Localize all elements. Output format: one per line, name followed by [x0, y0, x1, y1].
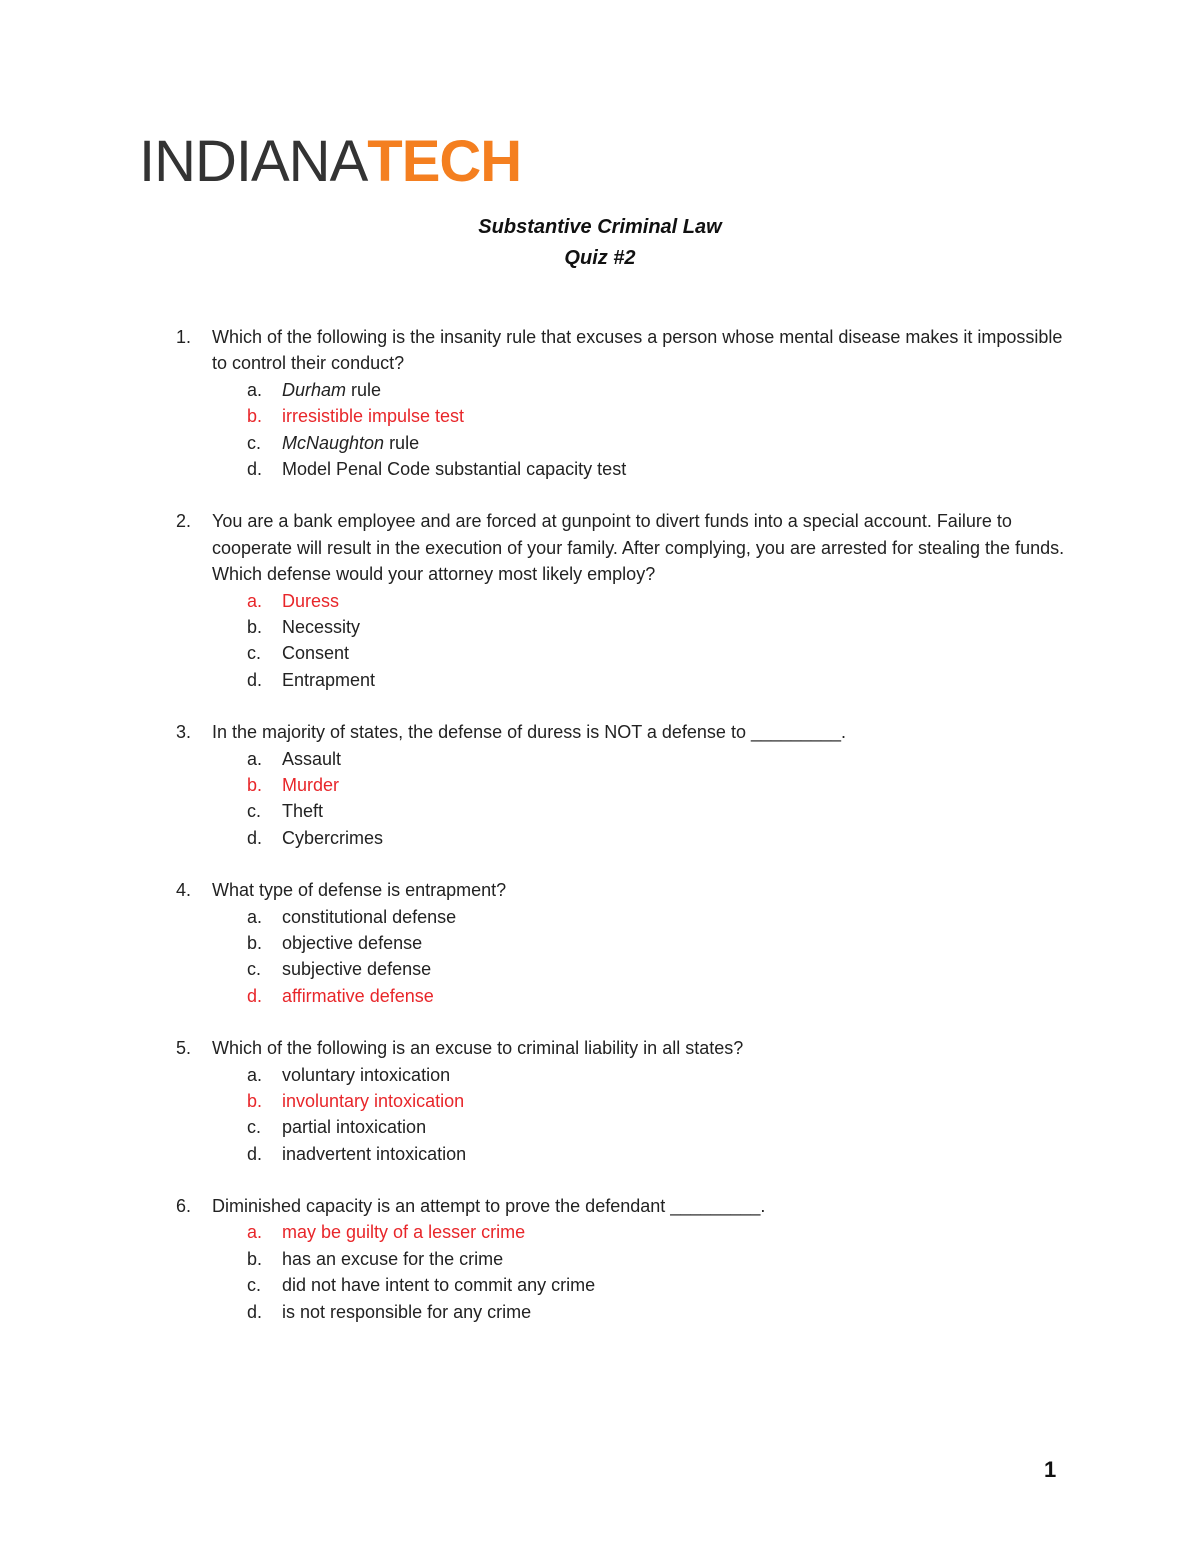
option-text-plain: Entrapment: [282, 669, 376, 690]
option-text-plain: constitutional defense: [282, 906, 457, 927]
option-text: [282, 667, 375, 693]
question-item: [0, 877, 1200, 1009]
answer-option: [0, 1114, 1200, 1140]
option-text-plain: is not responsible for any crime: [282, 1301, 532, 1322]
option-text-plain: Necessity: [282, 616, 361, 637]
logo-text-indiana: INDIANA: [139, 129, 368, 194]
option-letter: d.: [247, 827, 263, 848]
question-item: [0, 1035, 1200, 1167]
answer-option-correct: [0, 588, 1200, 614]
answer-option: [0, 1062, 1200, 1088]
answer-option: [0, 956, 1200, 982]
answer-option: [0, 798, 1200, 824]
answer-option: [0, 1141, 1200, 1167]
answer-option: [0, 746, 1200, 772]
option-text: [282, 614, 360, 640]
answer-option-correct: [0, 403, 1200, 429]
page-number: 1: [1044, 1457, 1057, 1482]
option-text-plain: irresistible impulse test: [282, 406, 465, 427]
option-letter: b.: [247, 932, 263, 953]
course-title: Substantive Criminal Law: [478, 216, 722, 238]
answer-option: [0, 640, 1200, 666]
question-text: In the majority of states, the defense of duress is NOT a defense to _________.: [212, 722, 847, 743]
answer-option: [0, 1272, 1200, 1298]
option-text-plain: did not have intent to commit any crime: [282, 1275, 596, 1296]
option-text-plain: partial intoxication: [282, 1117, 427, 1138]
option-text: [282, 825, 383, 851]
option-letter: b.: [247, 1248, 263, 1269]
option-letter: d.: [247, 458, 263, 479]
option-letter: c.: [247, 801, 262, 822]
option-text-plain: Assault: [282, 748, 342, 769]
question-item: [0, 719, 1200, 851]
option-letter: a.: [247, 906, 263, 927]
answer-option-correct: [0, 1219, 1200, 1245]
option-letter: a.: [247, 379, 263, 400]
option-text: [282, 403, 464, 429]
answer-option: [0, 456, 1200, 482]
option-text: [282, 956, 431, 982]
option-text: [282, 904, 456, 930]
question-text: What type of defense is entrapment?: [212, 880, 507, 901]
option-text: [282, 456, 626, 482]
option-text-italic: Durham: [282, 379, 347, 400]
option-text-italic: McNaughton: [282, 432, 385, 453]
question-text: Which of the following is an excuse to criminal liability in all states?: [212, 1038, 744, 1059]
option-letter: c.: [247, 432, 262, 453]
option-text: [282, 746, 341, 772]
option-text-plain: Cybercrimes: [282, 827, 384, 848]
answer-option: [0, 667, 1200, 693]
logo-text-tech: TECH: [367, 129, 522, 194]
answer-option: [0, 430, 1200, 456]
option-text: [282, 930, 422, 956]
option-text: [282, 1246, 503, 1272]
quiz-title: Quiz #2: [564, 247, 636, 269]
question-number: 4.: [176, 880, 192, 901]
option-letter: d.: [247, 1143, 263, 1164]
option-text-plain: Theft: [282, 801, 324, 822]
question-item: [0, 1193, 1200, 1325]
answer-option: [0, 825, 1200, 851]
answer-option: [0, 377, 1200, 403]
option-letter: a.: [247, 1222, 263, 1243]
option-letter: c.: [247, 1117, 262, 1138]
option-letter: c.: [247, 1275, 262, 1296]
answer-option: [0, 904, 1200, 930]
option-letter: b.: [247, 406, 263, 427]
option-text: [282, 1299, 531, 1325]
option-text: [282, 1272, 595, 1298]
question-number: 5.: [176, 1038, 192, 1059]
document-title: [0, 212, 1200, 274]
option-letter: b.: [247, 774, 263, 795]
option-text: [282, 1062, 450, 1088]
option-text-plain: objective defense: [282, 932, 423, 953]
answer-option: [0, 614, 1200, 640]
option-text-plain: may be guilty of a lesser crime: [282, 1222, 526, 1243]
option-text-plain: has an excuse for the crime: [282, 1248, 504, 1269]
option-text-plain: Model Penal Code substantial capacity test: [282, 458, 627, 479]
question-number: 2.: [176, 511, 192, 532]
option-text-plain: Consent: [282, 643, 350, 664]
answer-option: [0, 1246, 1200, 1272]
option-text: [282, 430, 419, 456]
answer-option-correct: [0, 1088, 1200, 1114]
option-text: [282, 377, 381, 403]
option-text-plain: inadvertent intoxication: [282, 1143, 467, 1164]
option-letter: d.: [247, 1301, 263, 1322]
option-text-plain: rule: [346, 379, 382, 400]
question-text: You are a bank employee and are forced at gunpoint to divert funds into a special account. Failure to cooperate will result in the execution of your family. After complying, you are arrested for stealing the funds. Which defense would your attorney most likely employ?: [212, 511, 1065, 585]
question-number: 1.: [176, 327, 192, 347]
option-text: [282, 1219, 525, 1245]
option-text-plain: rule: [384, 432, 420, 453]
option-letter: b.: [247, 1090, 263, 1111]
option-text-plain: subjective defense: [282, 959, 432, 980]
question-number: 6.: [176, 1196, 192, 1217]
option-text-plain: affirmative defense: [282, 985, 434, 1006]
question-item: [0, 324, 1200, 482]
option-text: [282, 798, 323, 824]
option-letter: c.: [247, 643, 262, 664]
option-text: [282, 772, 339, 798]
option-text: [282, 640, 349, 666]
option-text: [282, 1114, 426, 1140]
option-text: [282, 588, 339, 614]
option-letter: d.: [247, 669, 263, 690]
question-number: 3.: [176, 722, 192, 743]
answer-option: [0, 1299, 1200, 1325]
question-list: [0, 324, 1200, 1351]
answer-option: [0, 930, 1200, 956]
option-text: [282, 1088, 464, 1114]
option-text: [282, 1141, 466, 1167]
question-text: Diminished capacity is an attempt to prove the defendant _________.: [212, 1196, 766, 1217]
indiana-tech-logo: [139, 129, 522, 194]
option-letter: c.: [247, 959, 262, 980]
option-letter: a.: [247, 748, 263, 769]
answer-option-correct: [0, 983, 1200, 1009]
option-text: [282, 983, 434, 1009]
question-item: [0, 508, 1200, 693]
option-letter: b.: [247, 616, 263, 637]
option-letter: a.: [247, 590, 263, 611]
option-letter: d.: [247, 985, 263, 1006]
answer-option-correct: [0, 772, 1200, 798]
option-text-plain: voluntary intoxication: [282, 1064, 451, 1085]
option-text-plain: Duress: [282, 590, 340, 611]
option-text-plain: involuntary intoxication: [282, 1090, 465, 1111]
question-text: Which of the following is the insanity rule that excuses a person whose mental disease makes it impossible to control their conduct?: [212, 327, 1063, 374]
option-text-plain: Murder: [282, 774, 340, 795]
option-letter: a.: [247, 1064, 263, 1085]
